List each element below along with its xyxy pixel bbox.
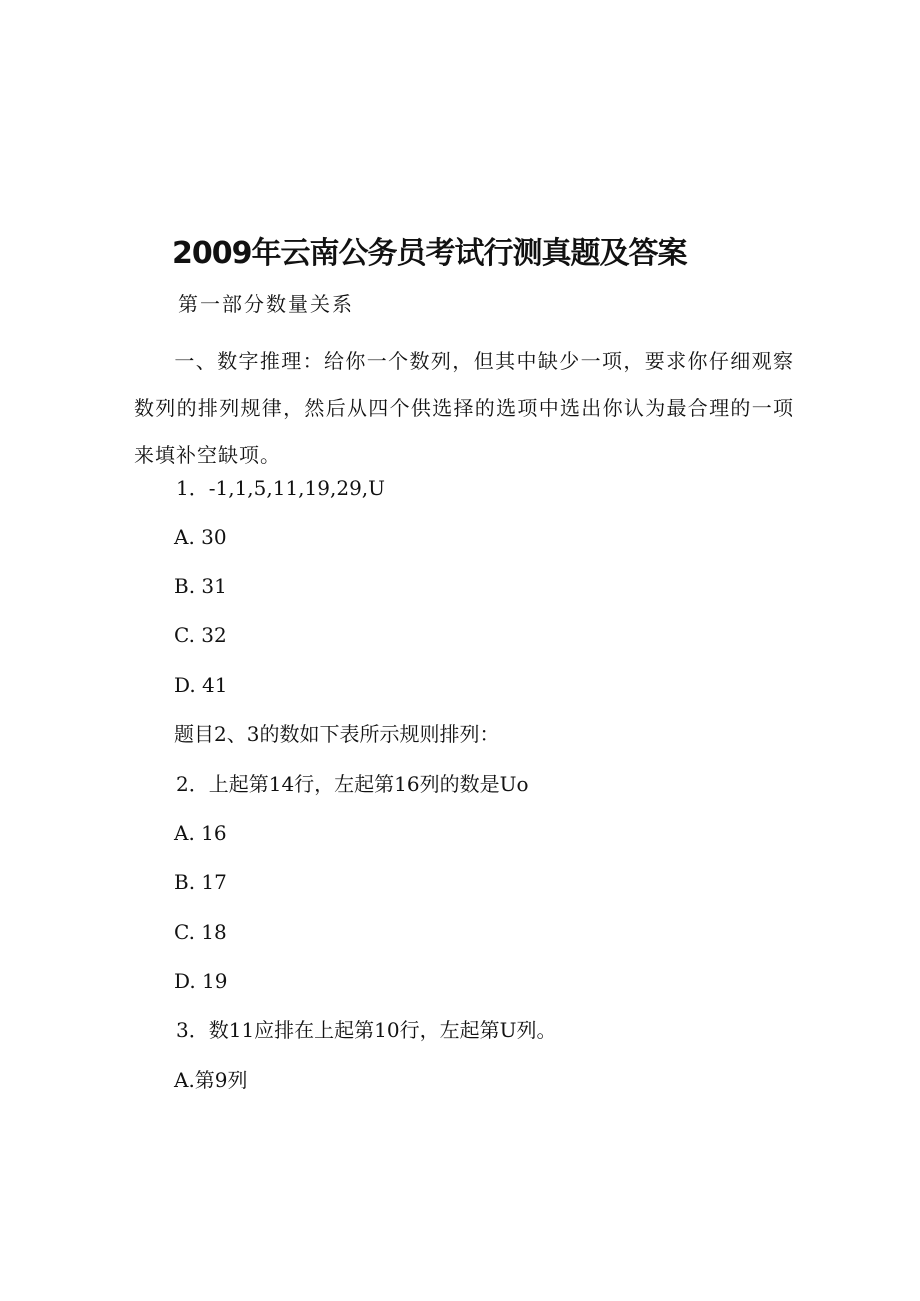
question-2-stem: 2．上起第14行，左起第16列的数是Uo <box>176 772 529 796</box>
question-1-option-b: B. 31 <box>174 574 227 598</box>
document-title: 2009年云南公务员考试行测真题及答案 <box>172 236 687 271</box>
question-1-stem: 1．-1,1,5,11,19,29,U <box>176 476 386 500</box>
question-3-option-a: A.第9列 <box>174 1068 248 1092</box>
question-1-option-c: C. 32 <box>174 623 227 647</box>
question-2-option-a: A. 16 <box>174 821 227 845</box>
intro-paragraph <box>134 338 794 479</box>
question-3-stem: 3．数11应排在上起第10行，左起第U列。 <box>176 1018 557 1042</box>
section-heading: 第一部分数量关系 <box>178 292 354 316</box>
question-1-option-a: A. 30 <box>174 525 227 549</box>
table-note: 题目2、3的数如下表所示规则排列： <box>174 722 500 746</box>
intro-text: 一、数字推理：给你一个数列，但其中缺少一项，要求你仔细观察数列的排列规律，然后从四个供选择的选项中选出你认为最合理的一项来填补空缺项。 <box>134 349 794 467</box>
question-2-option-d: D. 19 <box>174 969 228 993</box>
question-2-option-c: C. 18 <box>174 920 227 944</box>
question-2-option-b: B. 17 <box>174 870 227 894</box>
question-1-option-d: D. 41 <box>174 673 228 697</box>
